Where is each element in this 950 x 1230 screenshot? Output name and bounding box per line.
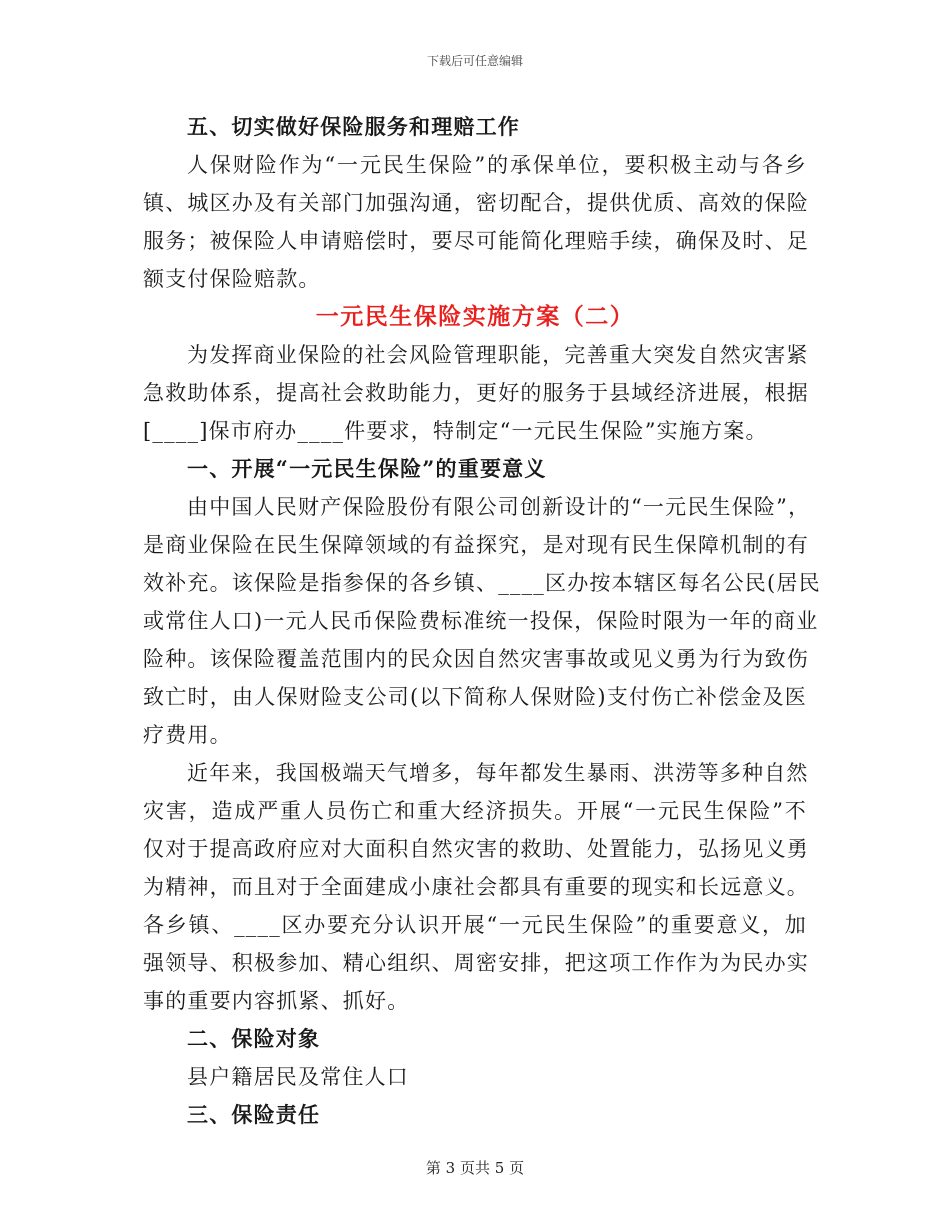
paragraph-line: 县户籍居民及常住人口 (187, 1065, 409, 1089)
paragraph-line: 灾害，造成严重人员伤亡和重大经济损失。开展“一元民生保险”不 (143, 799, 807, 823)
paragraph-line: 效补充。该保险是指参保的各乡镇、____区办按本辖区每名公民(居民 (143, 571, 821, 595)
section-heading-1: 一、开展“一元民生保险”的重要意义 (187, 456, 547, 481)
document-title: 一元民生保险实施方案（二） (315, 303, 635, 330)
paragraph-line: 近年来，我国极端天气增多，每年都发生暴雨、洪涝等多种自然 (187, 761, 809, 785)
paragraph-line: 镇、城区办及有关部门加强沟通，密切配合，提供优质、高效的保险 (143, 191, 809, 215)
paragraph-line: 疗费用。 (143, 723, 232, 747)
page-footer: 第 3 页共 5 页 (425, 1159, 525, 1177)
paragraph-line: 服务；被保险人申请赔偿时，要尽可能简化理赔手续，确保及时、足 (143, 229, 809, 253)
page-header: 下载后可任意编辑 (426, 54, 523, 68)
paragraph-line: 事的重要内容抓紧、抓好。 (143, 989, 410, 1013)
paragraph-line: 险种。该保险覆盖范围内的民众因自然灾害事故或见义勇为行为致伤 (143, 647, 809, 671)
paragraph-line: 致亡时，由人保财险支公司(以下简称人保财险)支付伤亡补偿金及医 (143, 685, 807, 709)
paragraph-line: 各乡镇、____区办要充分认识开展“一元民生保险”的重要意义，加 (143, 913, 807, 937)
paragraph-line: 仅对于提高政府应对大面积自然灾害的救助、处置能力，弘扬见义勇 (143, 837, 809, 861)
paragraph-line: 为发挥商业保险的社会风险管理职能，完善重大突发自然灾害紧 (187, 343, 809, 367)
paragraph-line: 由中国人民财产保险股份有限公司创新设计的“一元民生保险”， (187, 495, 811, 519)
paragraph-line: 是商业保险在民生保障领域的有益探究，是对现有民生保障机制的有 (143, 533, 809, 557)
paragraph-line: 急救助体系，提高社会救助能力，更好的服务于县域经济进展，根据 (143, 381, 809, 405)
paragraph-line: 人保财险作为“一元民生保险”的承保单位，要积极主动与各乡 (187, 153, 807, 177)
paragraph-line: [____]保市府办____件要求，特制定“一元民生保险”实施方案。 (143, 419, 768, 443)
paragraph-line: 强领导、积极参加、精心组织、周密安排，把这项工作作为为民办实 (143, 951, 809, 975)
section-heading-2: 二、保险对象 (187, 1026, 321, 1051)
document-body (143, 108, 821, 1134)
section-heading-5: 五、切实做好保险服务和理赔工作 (187, 114, 520, 139)
section-heading-3: 三、保险责任 (187, 1102, 321, 1127)
paragraph-line: 额支付保险赔款。 (143, 267, 321, 291)
paragraph-line: 为精神，而且对于全面建成小康社会都具有重要的现实和长远意义。 (143, 875, 809, 899)
paragraph-line: 或常住人口)一元人民币保险费标准统一投保，保险时限为一年的商业 (143, 609, 819, 633)
